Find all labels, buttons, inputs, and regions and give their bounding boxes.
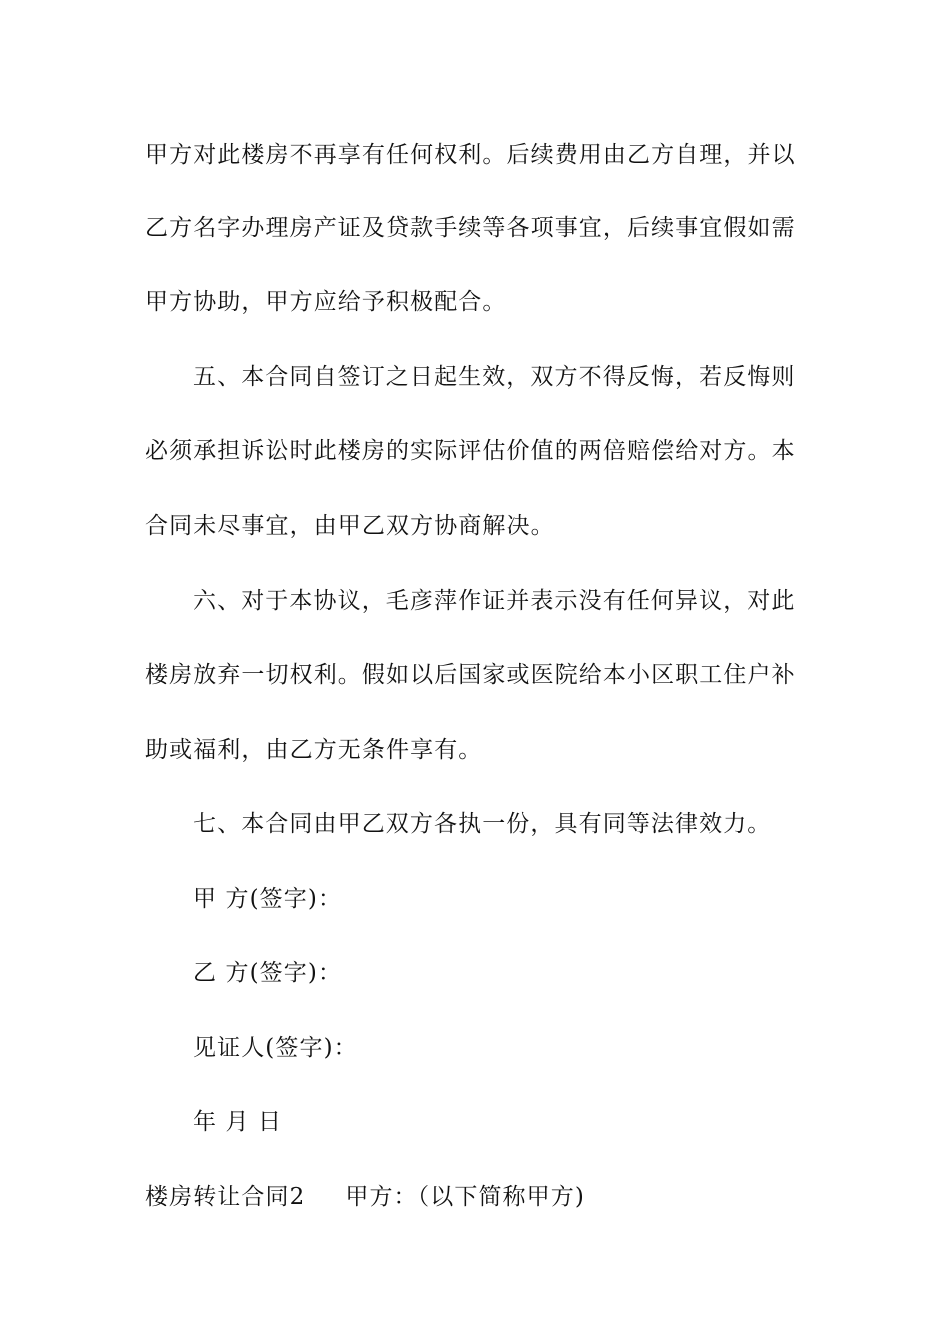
date-line: 年 月 日 — [193, 1109, 283, 1135]
clause-five-line: 五、本合同自签订之日起生效，双方不得反悔，若反悔则 — [193, 364, 796, 390]
paragraph-line: 乙方名字办理房产证及贷款手续等各项事宜，后续事宜假如需 — [145, 215, 796, 241]
paragraph-line: 甲方协助，甲方应给予积极配合。 — [145, 289, 507, 315]
paragraph-line: 楼房放弃一切权利。假如以后国家或医院给本小区职工住户补 — [145, 662, 796, 688]
party-b-signature: 乙 方(签字)： — [193, 960, 343, 986]
witness-signature: 见证人(签字)： — [193, 1035, 358, 1061]
next-contract-title: 楼房转让合同2 — [145, 1184, 306, 1210]
paragraph-line: 助或福利，由乙方无条件享有。 — [145, 737, 483, 763]
clause-seven-line: 七、本合同由甲乙双方各执一份，具有同等法律效力。 — [193, 811, 772, 837]
paragraph-line: 合同未尽事宜，由甲乙双方协商解决。 — [145, 513, 555, 539]
paragraph-line: 必须承担诉讼时此楼房的实际评估价值的两倍赔偿给对方。本 — [145, 438, 796, 464]
next-contract-party: 甲方：（以下简称甲方) — [345, 1184, 585, 1210]
paragraph-line: 甲方对此楼房不再享有任何权利。后续费用由乙方自理，并以 — [145, 142, 796, 168]
next-contract-heading — [145, 1182, 585, 1212]
clause-six-line: 六、对于本协议，毛彦萍作证并表示没有任何异议，对此 — [193, 588, 796, 614]
party-a-signature: 甲 方(签字)： — [193, 886, 343, 912]
